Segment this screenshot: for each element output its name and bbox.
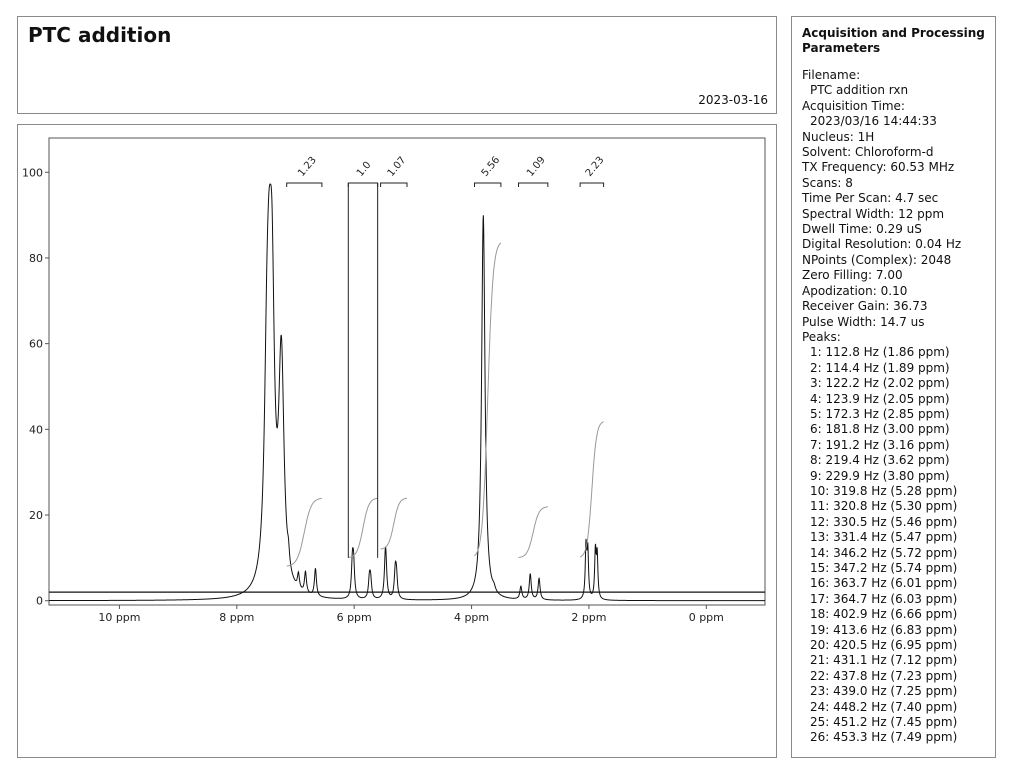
x-tick-label: 6 ppm: [336, 611, 372, 624]
x-tick-label: 2 ppm: [571, 611, 607, 624]
peak-row: 16: 363.7 Hz (6.01 ppm): [810, 576, 958, 591]
parameter-row: Solvent: Chloroform-d: [802, 145, 934, 160]
parameter-row: Nucleus: 1H: [802, 129, 875, 144]
peaks-label: Peaks:: [802, 329, 841, 344]
integral-curve: [381, 498, 407, 549]
peak-row: 6: 181.8 Hz (3.00 ppm): [810, 422, 950, 437]
peak-row: 18: 402.9 Hz (6.66 ppm): [810, 607, 958, 622]
integral-bracket: [381, 183, 407, 187]
peak-row: 22: 437.8 Hz (7.23 ppm): [810, 668, 958, 683]
parameter-row: TX Frequency: 60.53 MHz: [802, 160, 955, 175]
parameter-row: Dwell Time: 0.29 uS: [802, 222, 922, 237]
integral-curve: [519, 507, 548, 558]
y-tick-label: 20: [29, 509, 43, 523]
integral-curve: [475, 243, 501, 556]
title-panel: [17, 16, 777, 114]
parameter-list: [802, 130, 989, 330]
integral-label: 1.0: [354, 159, 374, 179]
parameter-row: Pulse Width: 14.7 us: [802, 314, 925, 329]
parameter-row: Apodization: 0.10: [802, 283, 908, 298]
parameter-row: NPoints (Complex): 2048: [802, 252, 952, 267]
y-tick-label: 100: [22, 166, 43, 180]
nmr-spectrum-chart: [18, 125, 776, 757]
integral-label: 1.09: [525, 154, 548, 179]
peak-row: 25: 451.2 Hz (7.45 ppm): [810, 715, 958, 730]
peak-row: 19: 413.6 Hz (6.83 ppm): [810, 622, 958, 637]
acquisition-time-value: 2023/03/16 14:44:33: [810, 114, 937, 129]
y-tick-label: 60: [29, 337, 43, 351]
parameter-row: Digital Resolution: 0.04 Hz: [802, 237, 962, 252]
peak-row: 24: 448.2 Hz (7.40 ppm): [810, 699, 958, 714]
peak-row: 14: 346.2 Hz (5.72 ppm): [810, 545, 958, 560]
peak-row: 9: 229.9 Hz (3.80 ppm): [810, 468, 950, 483]
peak-row: 8: 219.4 Hz (3.62 ppm): [810, 453, 950, 468]
acquisition-time-label: Acquisition Time:: [802, 98, 905, 113]
parameter-row: Receiver Gain: 36.73: [802, 299, 928, 314]
y-tick-label: 40: [29, 423, 43, 437]
peak-row: 11: 320.8 Hz (5.30 ppm): [810, 499, 958, 514]
peak-row: 12: 330.5 Hz (5.46 ppm): [810, 514, 958, 529]
parameter-row: Time Per Scan: 4.7 sec: [802, 191, 939, 206]
peak-row: 15: 347.2 Hz (5.74 ppm): [810, 561, 958, 575]
peak-row: 10: 319.8 Hz (5.28 ppm): [810, 483, 958, 498]
integral-bracket: [348, 183, 377, 187]
integral-bracket: [580, 183, 603, 187]
peak-row: 20: 420.5 Hz (6.95 ppm): [810, 638, 958, 653]
peak-row: 5: 172.3 Hz (2.85 ppm): [810, 406, 950, 421]
peak-row: 17: 364.7 Hz (6.03 ppm): [810, 591, 958, 606]
integral-label: 1.23: [296, 154, 319, 179]
peak-row: 1: 112.8 Hz (1.86 ppm): [810, 345, 950, 360]
parameters-heading: Acquisition and Processing Parameters: [802, 26, 985, 55]
peak-row: 23: 439.0 Hz (7.25 ppm): [810, 684, 958, 699]
parameter-row: Scans: 8: [802, 175, 853, 190]
parameters-panel: [791, 16, 996, 758]
peak-row: 4: 123.9 Hz (2.05 ppm): [810, 391, 950, 406]
integral-label: 1.07: [385, 154, 409, 179]
peak-list: [802, 345, 989, 746]
peak-row: 26: 453.3 Hz (7.49 ppm): [810, 730, 958, 745]
filename-value: PTC addition rxn: [810, 83, 909, 98]
y-tick-label: 0: [36, 594, 43, 608]
integral-curve: [287, 498, 322, 566]
spectrum-line: [49, 184, 765, 601]
peak-row: 2: 114.4 Hz (1.89 ppm): [810, 360, 950, 375]
peak-row: 7: 191.2 Hz (3.16 ppm): [810, 437, 950, 452]
integral-bracket: [287, 183, 322, 187]
peak-row: 13: 331.4 Hz (5.47 ppm): [810, 530, 958, 545]
x-tick-label: 0 ppm: [688, 611, 724, 624]
integral-label: 2.23: [583, 154, 607, 179]
report-date: 2023-03-16: [698, 93, 768, 107]
integral-bracket: [474, 183, 500, 187]
filename-label: Filename:: [802, 68, 861, 82]
page-title: PTC addition: [28, 23, 172, 47]
spectrum-panel: [17, 124, 777, 758]
integral-curve: [580, 422, 604, 557]
plot-area-frame: [49, 138, 765, 605]
x-tick-label: 10 ppm: [98, 611, 141, 624]
integral-label: 5.56: [479, 154, 503, 179]
peak-row: 3: 122.2 Hz (2.02 ppm): [810, 376, 950, 391]
parameter-row: Zero Filling: 7.00: [802, 268, 903, 283]
y-tick-label: 80: [29, 251, 43, 265]
peak-row: 21: 431.1 Hz (7.12 ppm): [810, 653, 958, 668]
integral-bracket: [519, 183, 548, 187]
parameter-row: Spectral Width: 12 ppm: [802, 206, 945, 221]
x-tick-label: 8 ppm: [219, 611, 255, 624]
x-tick-label: 4 ppm: [453, 611, 490, 624]
